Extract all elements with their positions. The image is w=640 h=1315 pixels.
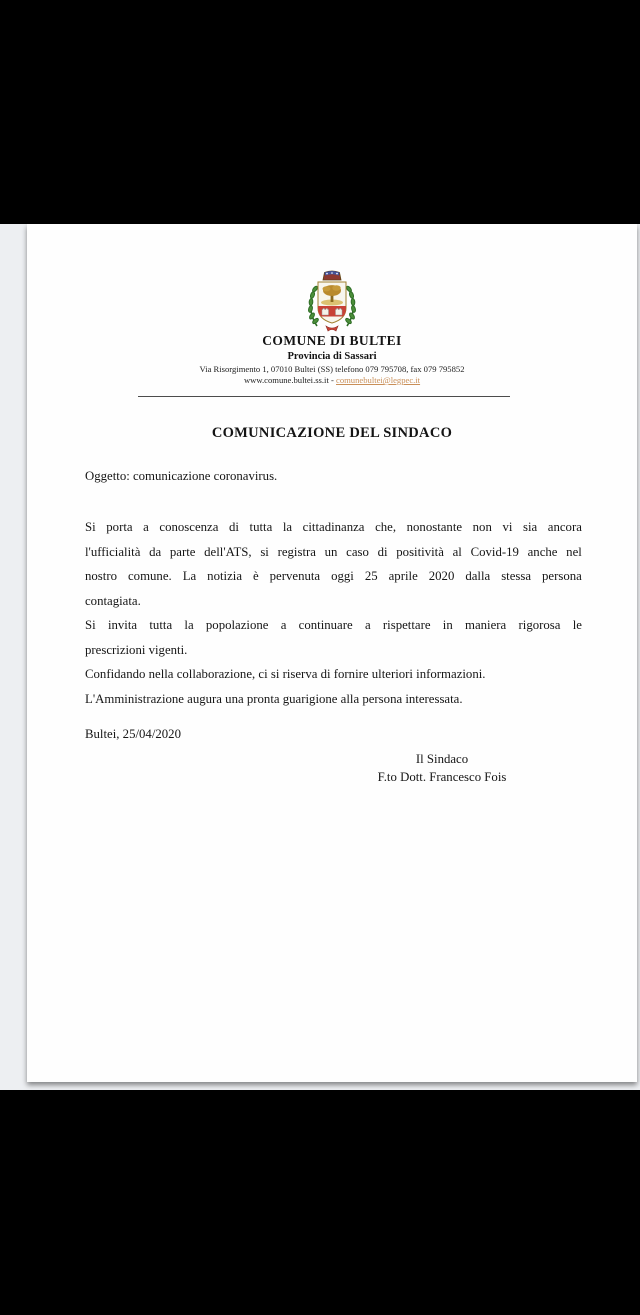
body-line: contagiata. (85, 593, 141, 608)
signature-block (317, 751, 567, 786)
crest-castles (318, 306, 346, 317)
province-name: Provincia di Sassari (287, 351, 377, 362)
municipality-name: COMUNE DI BULTEI (262, 333, 402, 348)
signature-name: F.to Dott. Francesco Fois (377, 769, 507, 784)
body-text (85, 515, 582, 711)
body-line: L'Amministrazione augura una pronta guarigione alla persona interessata. (85, 691, 463, 706)
signature-role: Il Sindaco (415, 752, 469, 766)
body-line: prescrizioni vigenti. (85, 642, 188, 657)
separator-text: - (328, 375, 337, 385)
document-title: COMUNICAZIONE DEL SINDACO (211, 425, 453, 441)
address-line: Via Risorgimento 1, 07010 Bultei (SS) telefono 079 795708, fax 079 795852 (199, 364, 465, 374)
body-line: l'ufficialità da parte dell'ATS, si registra un caso di positività al Covid-19 anche nel (85, 544, 582, 559)
document-page (27, 224, 637, 1082)
contact-line (27, 375, 637, 386)
website-text: www.comune.bultei.ss.it (243, 375, 329, 385)
body-line: Si invita tutta la popolazione a continuare a rispettare in maniera rigorosa le (85, 618, 582, 632)
subject-line: Oggetto: comunicazione coronavirus. (85, 469, 278, 483)
body-line: Si porta a conoscenza di tutta la cittadinanza che, nonostante non vi sia ancora (85, 520, 582, 534)
header-divider (138, 396, 510, 397)
municipal-crest-icon (303, 266, 361, 339)
crest-ribbon (326, 326, 338, 331)
body-line: Confidando nella collaborazione, ci si riserva di fornire ulteriori informazioni. (85, 667, 486, 681)
body-line: nostro comune. La notizia è pervenuta oggi 25 aprile 2020 dalla stessa persona (85, 569, 582, 583)
crest-crown (323, 271, 341, 280)
date-line: Bultei, 25/04/2020 (85, 727, 181, 741)
email-link[interactable]: comunebultei@legpec.it (336, 375, 421, 385)
